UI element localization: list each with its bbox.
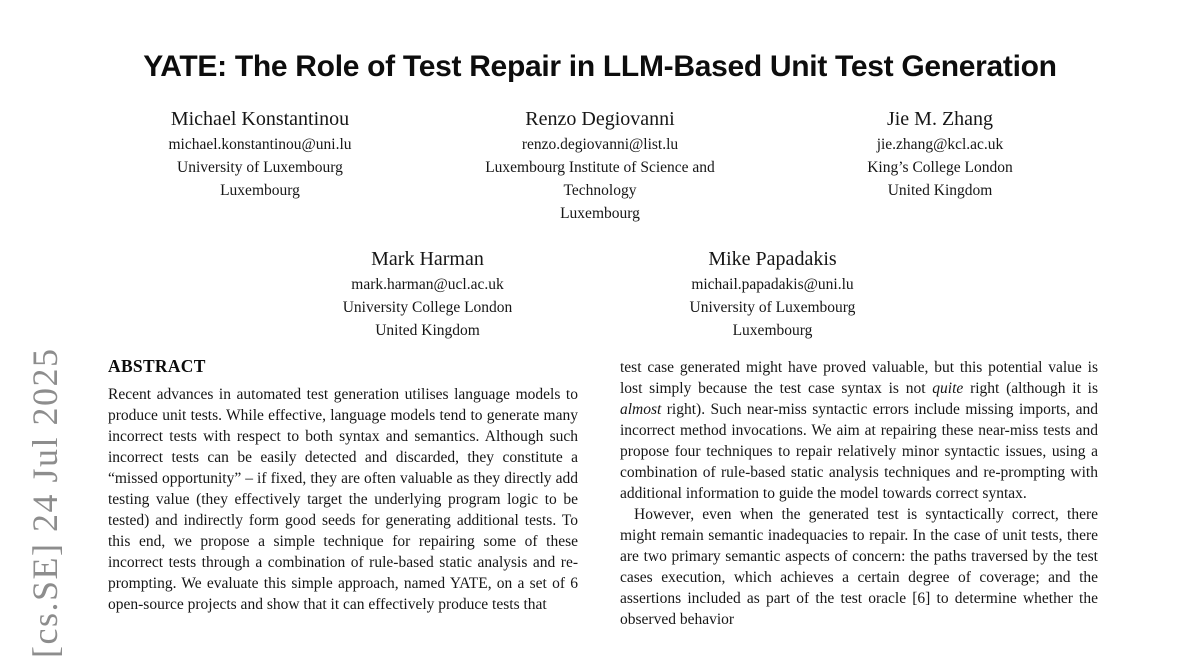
author-affiliation: King’s College London xyxy=(770,156,1110,179)
author-email: mark.harman@ucl.ac.uk xyxy=(255,273,600,296)
author-country: Luxembourg xyxy=(430,202,770,225)
author-affiliation: University College London xyxy=(255,296,600,319)
author-block xyxy=(255,246,600,342)
abstract-heading: ABSTRACT xyxy=(108,356,578,377)
right-column-paragraph-2: However, even when the generated test is syntactically correct, there might remain semantic inadequacies to repair. In the case of unit tests, there are two primary semantic aspects of concern: the paths traversed by the test cases execution, which achieves a certain degree of coverage; and the assertions included as part of the test oracle [6] to determine whether the observed behavior xyxy=(620,504,1098,630)
author-affiliation: University of Luxembourg xyxy=(600,296,945,319)
author-block xyxy=(770,106,1110,225)
author-country: Luxembourg xyxy=(90,179,430,202)
author-row-1 xyxy=(90,106,1110,225)
author-name: Mike Papadakis xyxy=(600,246,945,273)
author-email: jie.zhang@kcl.ac.uk xyxy=(770,133,1110,156)
author-email: michael.konstantinou@uni.lu xyxy=(90,133,430,156)
author-country: United Kingdom xyxy=(770,179,1110,202)
author-email: renzo.degiovanni@list.lu xyxy=(430,133,770,156)
author-email: michail.papadakis@uni.lu xyxy=(600,273,945,296)
author-name: Mark Harman xyxy=(255,246,600,273)
paragraph-segment: test case generated might have proved valuable, but this potential value is lost simply because the test case syntax is not xyxy=(620,359,1098,397)
author-affiliation: Technology xyxy=(430,179,770,202)
paragraph-segment: right). Such near-miss syntactic errors include missing imports, and incorrect method invocations. We aim at repairing these near-miss tests and propose four techniques to repair relatively minor syntactic issues, using a combination of rule-based static analysis techniques and re-prompting with additional information to guide the model towards correct syntax. xyxy=(620,401,1098,502)
author-block xyxy=(600,246,945,342)
arxiv-watermark: [cs.SE] 24 Jul 2025 xyxy=(24,348,66,658)
author-block xyxy=(90,106,430,225)
paragraph-segment: right (although it is xyxy=(963,380,1098,397)
left-column xyxy=(108,356,578,648)
author-row-2 xyxy=(255,246,945,342)
right-column xyxy=(620,357,1098,648)
author-name: Jie M. Zhang xyxy=(770,106,1110,133)
author-affiliation: Luxembourg Institute of Science and xyxy=(430,156,770,179)
author-name: Michael Konstantinou xyxy=(90,106,430,133)
abstract-body: Recent advances in automated test generation utilises language models to produce unit tests. While effective, language models tend to generate many incorrect tests with respect to both syntax and semantics. Although such incorrect tests can be easily detected and discarded, they constitute a “missed opportunity” – if fixed, they are often valuable as they directly add testing value (they effectively target the underlying program logic to be tested) and indirectly form good seeds for generating additional tests. To this end, we propose a simple technique for repairing some of these incorrect tests through a combination of rule-based static analysis and re-prompting. We evaluate this simple approach, named YATE, on a set of 6 open-source projects and show that it can effectively produce tests that xyxy=(108,384,578,615)
author-affiliation: University of Luxembourg xyxy=(90,156,430,179)
italic-word: almost xyxy=(620,401,661,418)
paper-title: YATE: The Role of Test Repair in LLM-Based Unit Test Generation xyxy=(0,50,1200,84)
italic-word: quite xyxy=(932,380,963,397)
author-country: Luxembourg xyxy=(600,319,945,342)
right-column-paragraph-1 xyxy=(620,357,1098,504)
author-name: Renzo Degiovanni xyxy=(430,106,770,133)
author-block xyxy=(430,106,770,225)
author-country: United Kingdom xyxy=(255,319,600,342)
